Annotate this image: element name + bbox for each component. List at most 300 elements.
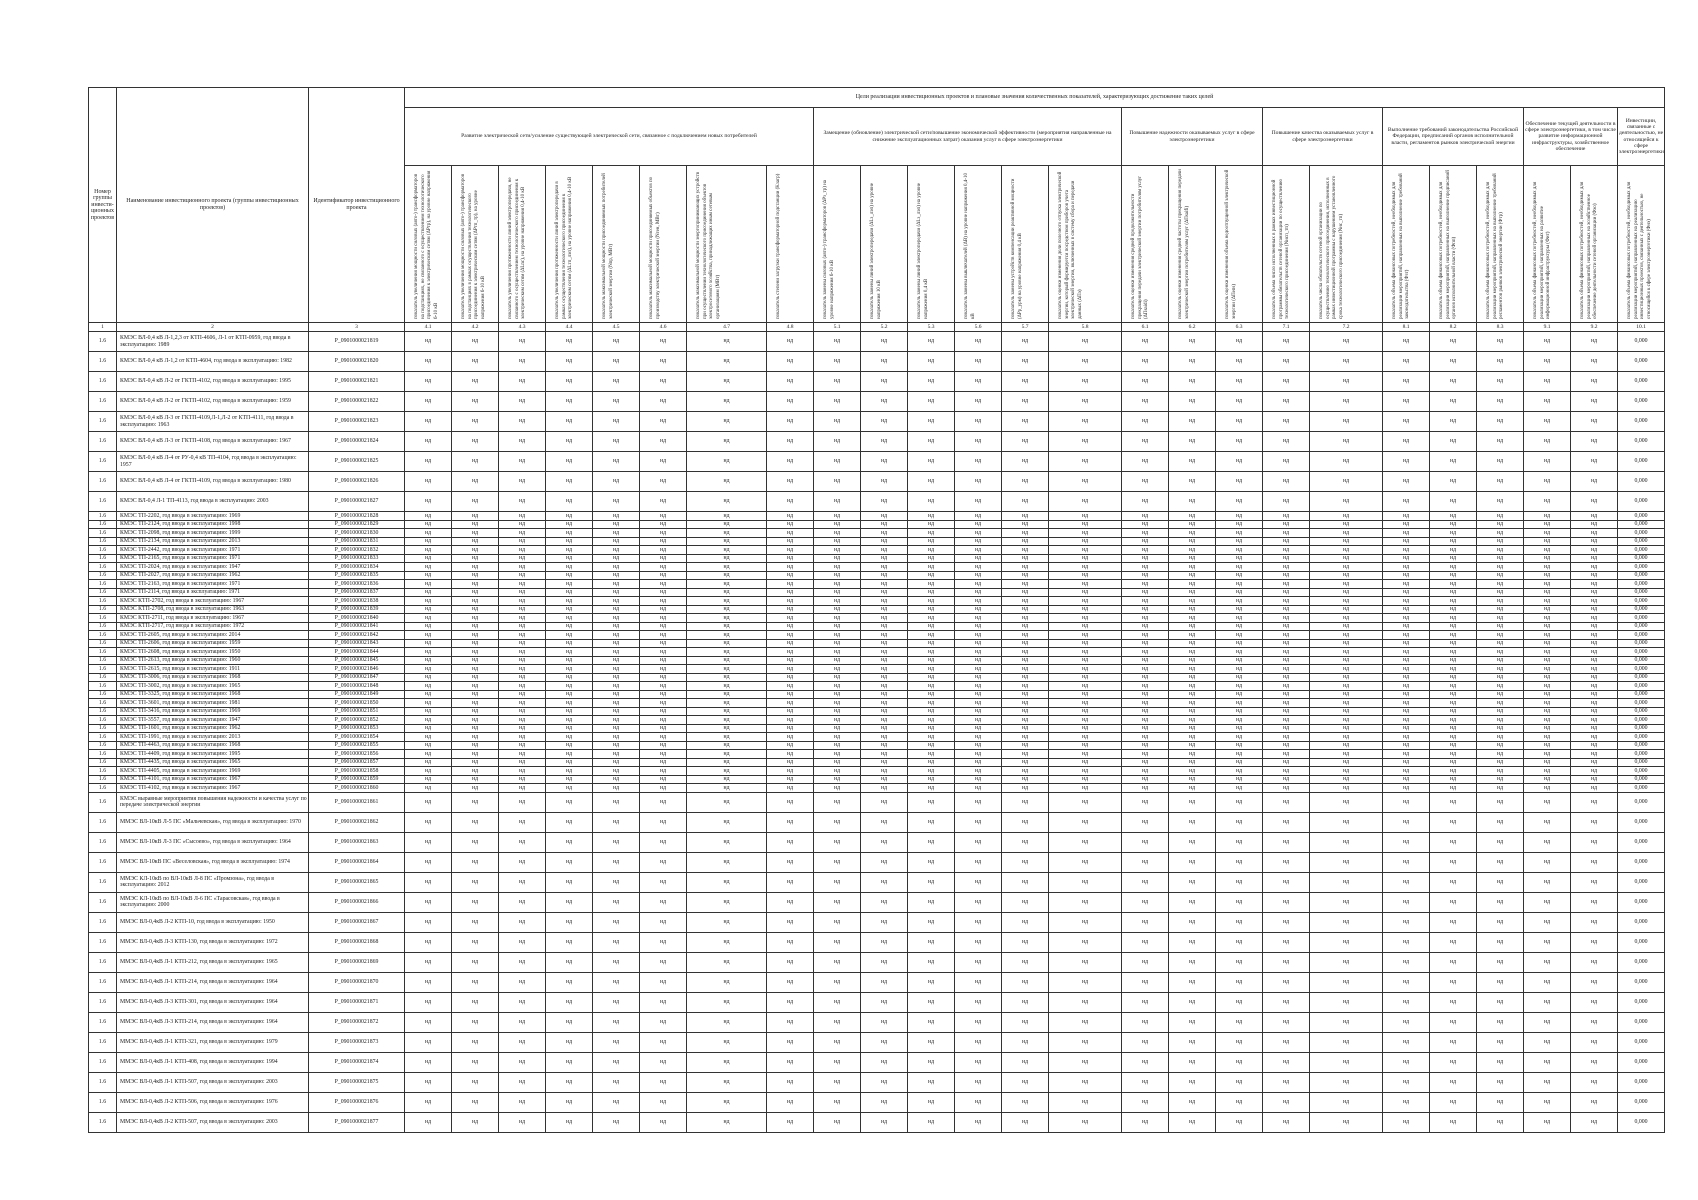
cell-value: нд — [814, 622, 861, 631]
cell-value: нд — [1571, 792, 1618, 812]
cell-value: нд — [861, 546, 908, 555]
cell-group-number: 1.6 — [89, 682, 117, 691]
cell-value: нд — [1310, 1092, 1383, 1112]
cell-project-id: P_0901000021874 — [309, 1052, 405, 1072]
cell-value: нд — [908, 690, 955, 699]
cell-value: нд — [767, 724, 814, 733]
cell-group-number: 1.6 — [89, 537, 117, 546]
cell-value: нд — [1477, 699, 1524, 708]
cell-value: нд — [452, 412, 499, 432]
cell-value: нд — [546, 588, 593, 597]
cell-value-total: 0,000 — [1618, 852, 1665, 872]
cell-value: нд — [1310, 392, 1383, 412]
cell-value-total: 0,000 — [1618, 832, 1665, 852]
cell-value: нд — [687, 690, 767, 699]
cell-value: нд — [405, 741, 452, 750]
cell-value: нд — [452, 648, 499, 657]
cell-project-name: КМЭС ВЛ-0,4 кВ Л-2 от ГКТП-4102, год ввода в эксплуатацию: 1959 — [117, 392, 309, 412]
cell-value: нд — [1122, 892, 1169, 912]
cell-value: нд — [814, 537, 861, 546]
cell-value-total: 0,000 — [1618, 750, 1665, 759]
cell-value: нд — [861, 1032, 908, 1052]
header-column-cell — [1383, 166, 1430, 323]
cell-value: нд — [1049, 597, 1122, 606]
cell-value: нд — [1383, 1032, 1430, 1052]
cell-value: нд — [499, 656, 546, 665]
cell-value: нд — [687, 622, 767, 631]
cell-value: нд — [499, 1092, 546, 1112]
cell-value: нд — [499, 597, 546, 606]
cell-value: нд — [593, 852, 640, 872]
cell-value: нд — [955, 492, 1002, 512]
cell-value: нд — [1430, 614, 1477, 623]
cell-value: нд — [452, 784, 499, 793]
cell-value: нд — [1524, 537, 1571, 546]
cell-value: нд — [1002, 554, 1049, 563]
cell-value: нд — [1430, 432, 1477, 452]
cell-value: нд — [1049, 767, 1122, 776]
cell-value: нд — [955, 537, 1002, 546]
cell-value: нд — [1383, 622, 1430, 631]
cell-value: нд — [593, 707, 640, 716]
cell-value: нд — [640, 699, 687, 708]
cell-project-name: ММЭС ВЛ-10кВ Л-3 ПС «Сысоево», год ввода в эксплуатацию: 1964 — [117, 832, 309, 852]
cell-project-name: КМЭС ВЛ-0,4 кВ Л-4 от ГКТП-4109, год ввода в эксплуатацию: 1980 — [117, 472, 309, 492]
cell-value: нд — [546, 992, 593, 1012]
cell-project-id: P_0901000021871 — [309, 992, 405, 1012]
cell-value: нд — [1524, 520, 1571, 529]
cell-value: нд — [1049, 733, 1122, 742]
cell-value: нд — [640, 512, 687, 521]
cell-value: нд — [1263, 372, 1310, 392]
cell-value: нд — [1430, 563, 1477, 572]
cell-value: нд — [1122, 852, 1169, 872]
cell-value: нд — [1477, 1112, 1524, 1132]
cell-value: нд — [640, 832, 687, 852]
cell-value: нд — [1216, 665, 1263, 674]
cell-value: нд — [1216, 775, 1263, 784]
cell-value: нд — [1216, 563, 1263, 572]
cell-value: нд — [546, 432, 593, 452]
cell-project-id: P_0901000021841 — [309, 622, 405, 631]
cell-value: нд — [1169, 733, 1216, 742]
cell-value: нд — [405, 352, 452, 372]
cell-value-total: 0,000 — [1618, 775, 1665, 784]
cell-value: нд — [499, 952, 546, 972]
cell-value: нд — [861, 992, 908, 1012]
cell-value: нд — [908, 1052, 955, 1072]
cell-value: нд — [687, 952, 767, 972]
cell-value: нд — [546, 546, 593, 555]
header-column-cell — [1477, 166, 1524, 323]
cell-value: нд — [1524, 614, 1571, 623]
cell-value: нд — [1122, 1072, 1169, 1092]
cell-value: нд — [1216, 412, 1263, 432]
cell-group-number: 1.6 — [89, 1112, 117, 1132]
column-number: 4.5 — [593, 323, 640, 332]
cell-value: нд — [640, 724, 687, 733]
column-number: 5.3 — [908, 323, 955, 332]
cell-value: нд — [593, 892, 640, 912]
cell-value: нд — [593, 588, 640, 597]
cell-value: нд — [767, 639, 814, 648]
cell-project-id: P_0901000021873 — [309, 1032, 405, 1052]
cell-value: нд — [1122, 912, 1169, 932]
header-column-cell — [1430, 166, 1477, 323]
cell-value: нд — [1383, 472, 1430, 492]
cell-value: нд — [814, 580, 861, 589]
cell-value: нд — [640, 412, 687, 432]
cell-value: нд — [405, 571, 452, 580]
cell-value-total: 0,000 — [1618, 724, 1665, 733]
cell-value: нд — [452, 872, 499, 892]
column-number: 5.8 — [1049, 323, 1122, 332]
cell-project-name: КМЭС ВЛ-0,4 кВ Л-2 от ГКТП-4102, год ввода в эксплуатацию: 1995 — [117, 372, 309, 392]
cell-value-total: 0,000 — [1618, 352, 1665, 372]
table-row — [89, 597, 1665, 606]
cell-value: нд — [1049, 972, 1122, 992]
cell-value: нд — [452, 912, 499, 932]
cell-value: нд — [1002, 648, 1049, 657]
cell-value: нд — [1430, 512, 1477, 521]
cell-project-id: P_0901000021850 — [309, 699, 405, 708]
cell-value: нд — [640, 812, 687, 832]
column-number: 4.2 — [452, 323, 499, 332]
cell-value: нд — [1002, 571, 1049, 580]
cell-value: нд — [1122, 775, 1169, 784]
cell-value: нд — [908, 912, 955, 932]
cell-value: нд — [1049, 512, 1122, 521]
header-column-label: показатель объема финансовых потребностей, необходимых для реализации мероприятий, направленных на выполнение предписаний органов исполнительной власти (Фпп) — [1439, 170, 1457, 319]
cell-value: нд — [546, 892, 593, 912]
cell-value: нд — [1122, 412, 1169, 432]
cell-value: нд — [1430, 733, 1477, 742]
cell-value: нд — [1310, 639, 1383, 648]
cell-value: нд — [908, 741, 955, 750]
cell-value: нд — [546, 537, 593, 546]
cell-value: нд — [593, 792, 640, 812]
cell-value: нд — [452, 332, 499, 352]
cell-group-number: 1.6 — [89, 597, 117, 606]
cell-value: нд — [955, 597, 1002, 606]
cell-value: нд — [1169, 932, 1216, 952]
cell-value: нд — [1477, 472, 1524, 492]
cell-value: нд — [452, 1072, 499, 1092]
cell-value: нд — [546, 932, 593, 952]
cell-value: нд — [955, 352, 1002, 372]
cell-value-total: 0,000 — [1618, 563, 1665, 572]
cell-value-total: 0,000 — [1618, 912, 1665, 932]
header-column-label: показатель числа обязательств сетевой организации по осуществлению технологического присоединения, исполненных в рамках инвестиционной программы с нарушением установленного срока технологического присоединения (Nнс_тп) — [1319, 175, 1344, 319]
cell-project-id: P_0901000021822 — [309, 392, 405, 412]
cell-value: нд — [1524, 352, 1571, 372]
cell-value: нд — [908, 392, 955, 412]
cell-value: нд — [908, 332, 955, 352]
cell-value: нд — [1310, 432, 1383, 452]
cell-value: нд — [1169, 665, 1216, 674]
cell-value: нд — [1049, 682, 1122, 691]
cell-value: нд — [955, 673, 1002, 682]
cell-value: нд — [640, 784, 687, 793]
cell-group-number: 1.6 — [89, 1092, 117, 1112]
cell-value: нд — [1571, 716, 1618, 725]
cell-value: нд — [1122, 614, 1169, 623]
cell-value: нд — [1216, 1032, 1263, 1052]
cell-value: нд — [687, 784, 767, 793]
cell-value: нд — [1571, 784, 1618, 793]
cell-value: нд — [814, 520, 861, 529]
cell-value: нд — [908, 972, 955, 992]
cell-value: нд — [767, 1092, 814, 1112]
cell-value: нд — [1049, 392, 1122, 412]
cell-value: нд — [687, 832, 767, 852]
cell-value: нд — [1263, 1052, 1310, 1072]
cell-value: нд — [908, 492, 955, 512]
cell-value: нд — [1216, 673, 1263, 682]
cell-value: нд — [452, 1032, 499, 1052]
cell-value: нд — [687, 588, 767, 597]
cell-project-id: P_0901000021828 — [309, 512, 405, 521]
cell-value: нд — [1049, 690, 1122, 699]
cell-value: нд — [1310, 741, 1383, 750]
cell-value: нд — [1524, 392, 1571, 412]
cell-value-total: 0,000 — [1618, 432, 1665, 452]
cell-project-name: КМЭС ТП-2608, год ввода в эксплуатацию: 1950 — [117, 648, 309, 657]
table-row — [89, 1032, 1665, 1052]
cell-value: нд — [640, 872, 687, 892]
cell-value: нд — [1049, 656, 1122, 665]
cell-value: нд — [1002, 733, 1049, 742]
table-row — [89, 332, 1665, 352]
cell-value: нд — [1002, 741, 1049, 750]
cell-value: нд — [1477, 767, 1524, 776]
cell-project-id: P_0901000021820 — [309, 352, 405, 372]
table-row — [89, 605, 1665, 614]
cell-value: нд — [861, 597, 908, 606]
cell-value: нд — [908, 750, 955, 759]
cell-project-id: P_0901000021834 — [309, 563, 405, 572]
cell-value: нд — [593, 537, 640, 546]
cell-value: нд — [1571, 639, 1618, 648]
cell-value: нд — [1169, 767, 1216, 776]
cell-value: нд — [1383, 580, 1430, 589]
cell-value: нд — [955, 648, 1002, 657]
cell-group-number: 1.6 — [89, 372, 117, 392]
cell-value: нд — [767, 912, 814, 932]
cell-value: нд — [640, 452, 687, 472]
cell-value: нд — [814, 452, 861, 472]
cell-group-number: 1.6 — [89, 352, 117, 372]
cell-value: нд — [955, 716, 1002, 725]
cell-value: нд — [640, 952, 687, 972]
column-number: 5.2 — [861, 323, 908, 332]
cell-value: нд — [640, 758, 687, 767]
cell-value: нд — [405, 784, 452, 793]
cell-value: нд — [1477, 852, 1524, 872]
cell-value: нд — [814, 707, 861, 716]
cell-value: нд — [955, 992, 1002, 1012]
cell-value: нд — [1524, 750, 1571, 759]
cell-value: нд — [908, 724, 955, 733]
cell-value: нд — [1002, 992, 1049, 1012]
cell-value: нд — [908, 872, 955, 892]
table-row — [89, 784, 1665, 793]
cell-value: нд — [1383, 537, 1430, 546]
cell-value: нд — [955, 588, 1002, 597]
cell-value: нд — [861, 332, 908, 352]
cell-value: нд — [908, 656, 955, 665]
cell-value: нд — [1477, 872, 1524, 892]
cell-value: нд — [908, 412, 955, 432]
cell-value: нд — [1477, 546, 1524, 555]
cell-value: нд — [1571, 452, 1618, 472]
header-project-id: Идентификатор инвестиционного проекта — [309, 88, 405, 323]
header-column-cell — [546, 166, 593, 323]
cell-value: нд — [1049, 775, 1122, 784]
cell-value: нд — [908, 622, 955, 631]
cell-value: нд — [1263, 639, 1310, 648]
cell-value: нд — [955, 656, 1002, 665]
cell-value: нд — [1477, 512, 1524, 521]
cell-value: нд — [640, 733, 687, 742]
cell-value: нд — [452, 707, 499, 716]
cell-value: нд — [1430, 1052, 1477, 1072]
cell-value: нд — [1122, 639, 1169, 648]
cell-value: нд — [861, 1092, 908, 1112]
cell-value: нд — [908, 605, 955, 614]
cell-value: нд — [687, 571, 767, 580]
cell-value: нд — [499, 792, 546, 812]
cell-value: нд — [1263, 972, 1310, 992]
cell-value: нд — [452, 537, 499, 546]
cell-value: нд — [1477, 952, 1524, 972]
cell-value: нд — [767, 832, 814, 852]
cell-value: нд — [1430, 690, 1477, 699]
cell-value: нд — [593, 932, 640, 952]
table-row — [89, 546, 1665, 555]
cell-value: нд — [1310, 1032, 1383, 1052]
cell-value: нд — [1477, 588, 1524, 597]
cell-value: нд — [640, 622, 687, 631]
header-column-label: показатель оценки изменения доли полезного отпуска электрической энергии, который формируется посредством приборов учета электрической энергии, включенных в систему сбора и передачи данных (ΔПэ) — [1058, 171, 1083, 319]
cell-group-number: 1.6 — [89, 690, 117, 699]
cell-value: нд — [814, 733, 861, 742]
cell-value: нд — [687, 546, 767, 555]
cell-value: нд — [1169, 1052, 1216, 1072]
cell-value: нд — [687, 699, 767, 708]
cell-value: нд — [546, 352, 593, 372]
cell-value: нд — [1263, 792, 1310, 812]
cell-value: нд — [405, 852, 452, 872]
cell-value: нд — [546, 571, 593, 580]
cell-value: нд — [1049, 520, 1122, 529]
cell-value: нд — [908, 631, 955, 640]
cell-value: нд — [405, 580, 452, 589]
table-row — [89, 622, 1665, 631]
cell-value: нд — [640, 673, 687, 682]
cell-value: нд — [405, 952, 452, 972]
cell-value: нд — [1430, 775, 1477, 784]
cell-value: нд — [593, 648, 640, 657]
cell-value: нд — [1263, 682, 1310, 691]
header-column-label: показатель увеличения протяженности линий электропередачи в рамках осуществления технологического присоединения к электрическим сетям (ΔLтп_лэп), на уровне напряжения 0,4-10 кВ — [555, 176, 573, 319]
cell-value: нд — [499, 614, 546, 623]
cell-project-id: P_0901000021831 — [309, 537, 405, 546]
cell-value: нд — [955, 682, 1002, 691]
cell-value: нд — [955, 392, 1002, 412]
cell-value: нд — [1524, 724, 1571, 733]
column-number: 7.2 — [1310, 323, 1383, 332]
table-row — [89, 554, 1665, 563]
cell-value: нд — [405, 563, 452, 572]
cell-value: нд — [1430, 588, 1477, 597]
cell-value: нд — [1122, 656, 1169, 665]
cell-value: нд — [1002, 682, 1049, 691]
cell-value: нд — [1049, 992, 1122, 1012]
cell-value: нд — [1216, 432, 1263, 452]
cell-value: нд — [814, 472, 861, 492]
cell-value-total: 0,000 — [1618, 932, 1665, 952]
cell-value: нд — [1524, 452, 1571, 472]
cell-value: нд — [499, 852, 546, 872]
cell-value: нд — [687, 716, 767, 725]
cell-group-number: 1.6 — [89, 656, 117, 665]
cell-value: нд — [1002, 775, 1049, 784]
cell-value: нд — [593, 733, 640, 742]
cell-value: нд — [1122, 432, 1169, 452]
cell-value: нд — [814, 767, 861, 776]
cell-value: нд — [1571, 352, 1618, 372]
cell-value: нд — [1002, 372, 1049, 392]
cell-value: нд — [1216, 1052, 1263, 1072]
cell-project-id: P_0901000021860 — [309, 784, 405, 793]
cell-value: нд — [1571, 1052, 1618, 1072]
cell-value: нд — [640, 656, 687, 665]
cell-value: нд — [1002, 1072, 1049, 1092]
cell-value: нд — [1310, 682, 1383, 691]
cell-value: нд — [1049, 554, 1122, 563]
cell-value: нд — [1524, 972, 1571, 992]
cell-value: нд — [405, 372, 452, 392]
cell-value: нд — [1524, 812, 1571, 832]
cell-value: нд — [1383, 832, 1430, 852]
cell-project-name: КМЭС ВЛ-0,4 кВ Л-3 от ГКТП-4108, год ввода в эксплуатацию: 1967 — [117, 432, 309, 452]
cell-value: нд — [861, 372, 908, 392]
cell-value: нд — [1169, 699, 1216, 708]
cell-value: нд — [1430, 537, 1477, 546]
cell-value: нд — [499, 554, 546, 563]
cell-value: нд — [814, 492, 861, 512]
cell-value: нд — [1571, 707, 1618, 716]
cell-value: нд — [1477, 412, 1524, 432]
column-number: 5.7 — [1002, 323, 1049, 332]
cell-value: нд — [640, 1112, 687, 1132]
cell-value: нд — [593, 872, 640, 892]
cell-value: нд — [1002, 472, 1049, 492]
cell-value: нд — [1524, 832, 1571, 852]
cell-value: нд — [908, 758, 955, 767]
cell-value: нд — [1477, 665, 1524, 674]
cell-value: нд — [1263, 741, 1310, 750]
cell-value: нд — [1002, 412, 1049, 432]
cell-value: нд — [546, 767, 593, 776]
cell-project-id: P_0901000021863 — [309, 832, 405, 852]
cell-value: нд — [955, 580, 1002, 589]
column-number: 4.6 — [640, 323, 687, 332]
cell-value: нд — [640, 648, 687, 657]
cell-value: нд — [1310, 588, 1383, 597]
cell-value: нд — [499, 682, 546, 691]
